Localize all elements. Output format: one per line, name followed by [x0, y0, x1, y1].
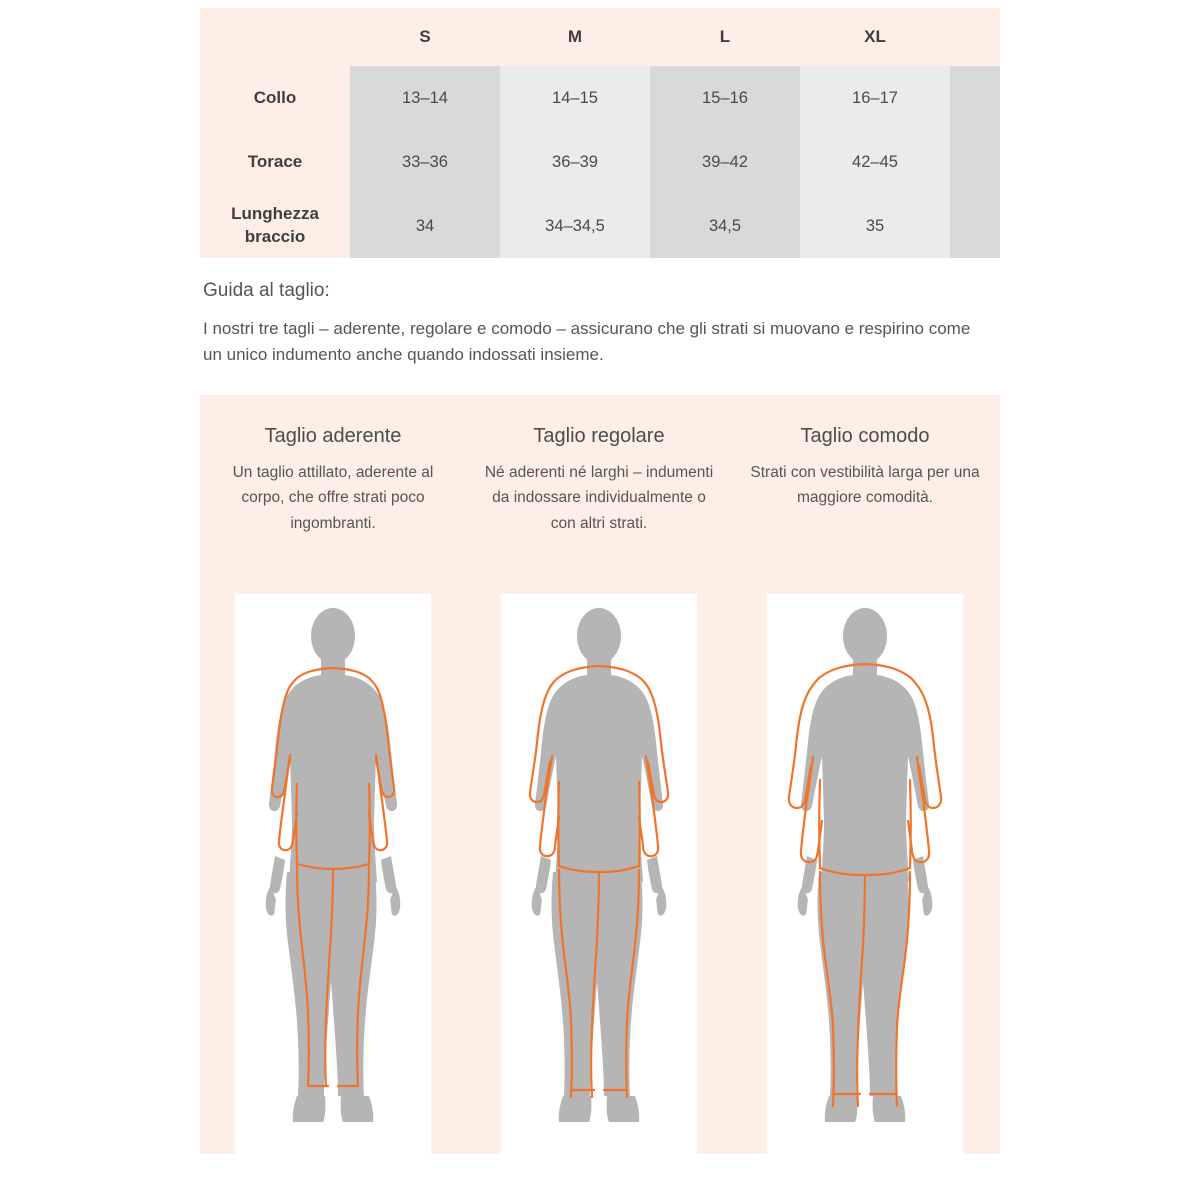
row-label-torace: Torace [200, 130, 350, 194]
figure-relaxed-fit [767, 594, 963, 1154]
fit-panel-relaxed [732, 413, 998, 1154]
cell-torace-s: 33–36 [350, 130, 500, 194]
cell-torace-spacer [950, 130, 1000, 194]
fit-panel-slim [200, 413, 466, 1154]
cell-collo-l: 15–16 [650, 66, 800, 130]
row-label-line1: Lunghezza [231, 204, 319, 224]
fit-description-slim: Un taglio attillato, aderente al corpo, che offre strati poco ingombranti. [232, 463, 434, 532]
fit-panel-regular [466, 413, 732, 1154]
cell-lunghezza-spacer [950, 194, 1000, 258]
cell-torace-xl: 42–45 [800, 130, 950, 194]
table-header-l: L [650, 8, 800, 66]
size-guide-page [200, 8, 1000, 1154]
fit-description-regular: Né aderenti né larghi – indumenti da indossare individualmente o con altri strati. [484, 463, 714, 532]
fit-guide-section [200, 280, 1000, 369]
cell-lunghezza-m: 34–34,5 [500, 194, 650, 258]
cell-lunghezza-l: 34,5 [650, 194, 800, 258]
size-chart-table [200, 8, 1000, 258]
cell-torace-m: 36–39 [500, 130, 650, 194]
table-row [200, 66, 1000, 130]
body-silhouette-relaxed-fit-icon [767, 594, 963, 1154]
body-silhouette-regular-fit-icon [501, 594, 697, 1154]
table-row [200, 130, 1000, 194]
row-label-lunghezza-braccio [200, 194, 350, 258]
cell-torace-l: 39–42 [650, 130, 800, 194]
table-header-m: M [500, 8, 650, 66]
table-header-xl: XL [800, 8, 950, 66]
fit-title-regular: Taglio regolare [533, 424, 665, 447]
cell-collo-s: 13–14 [350, 66, 500, 130]
table-header-row [200, 8, 1000, 66]
body-silhouette-slim-fit-icon [235, 594, 431, 1154]
figure-slim-fit [235, 594, 431, 1154]
figure-regular-fit [501, 594, 697, 1154]
cell-collo-xl: 16–17 [800, 66, 950, 130]
cell-lunghezza-xl: 35 [800, 194, 950, 258]
fit-guide-title: Guida al taglio: [203, 280, 330, 301]
cell-collo-spacer [950, 66, 1000, 130]
table-header-spacer [950, 8, 1000, 66]
fit-title-relaxed: Taglio comodo [800, 424, 930, 447]
row-label-collo: Collo [200, 66, 350, 130]
fit-title-slim: Taglio aderente [264, 424, 402, 447]
fit-description-relaxed: Strati con vestibilità larga per una maggiore comodità. [750, 463, 980, 507]
fit-guide-body: I nostri tre tagli – aderente, regolare e comodo – assicurano che gli strati si muovano e respirino come un unico indumento anche quando indossati insieme. [203, 319, 971, 365]
row-label-line2: braccio [244, 227, 306, 246]
table-row [200, 194, 1000, 258]
fit-panels [200, 395, 1000, 1154]
table-header-blank [200, 8, 350, 66]
table-header-s: S [350, 8, 500, 66]
cell-collo-m: 14–15 [500, 66, 650, 130]
cell-lunghezza-s: 34 [350, 194, 500, 258]
